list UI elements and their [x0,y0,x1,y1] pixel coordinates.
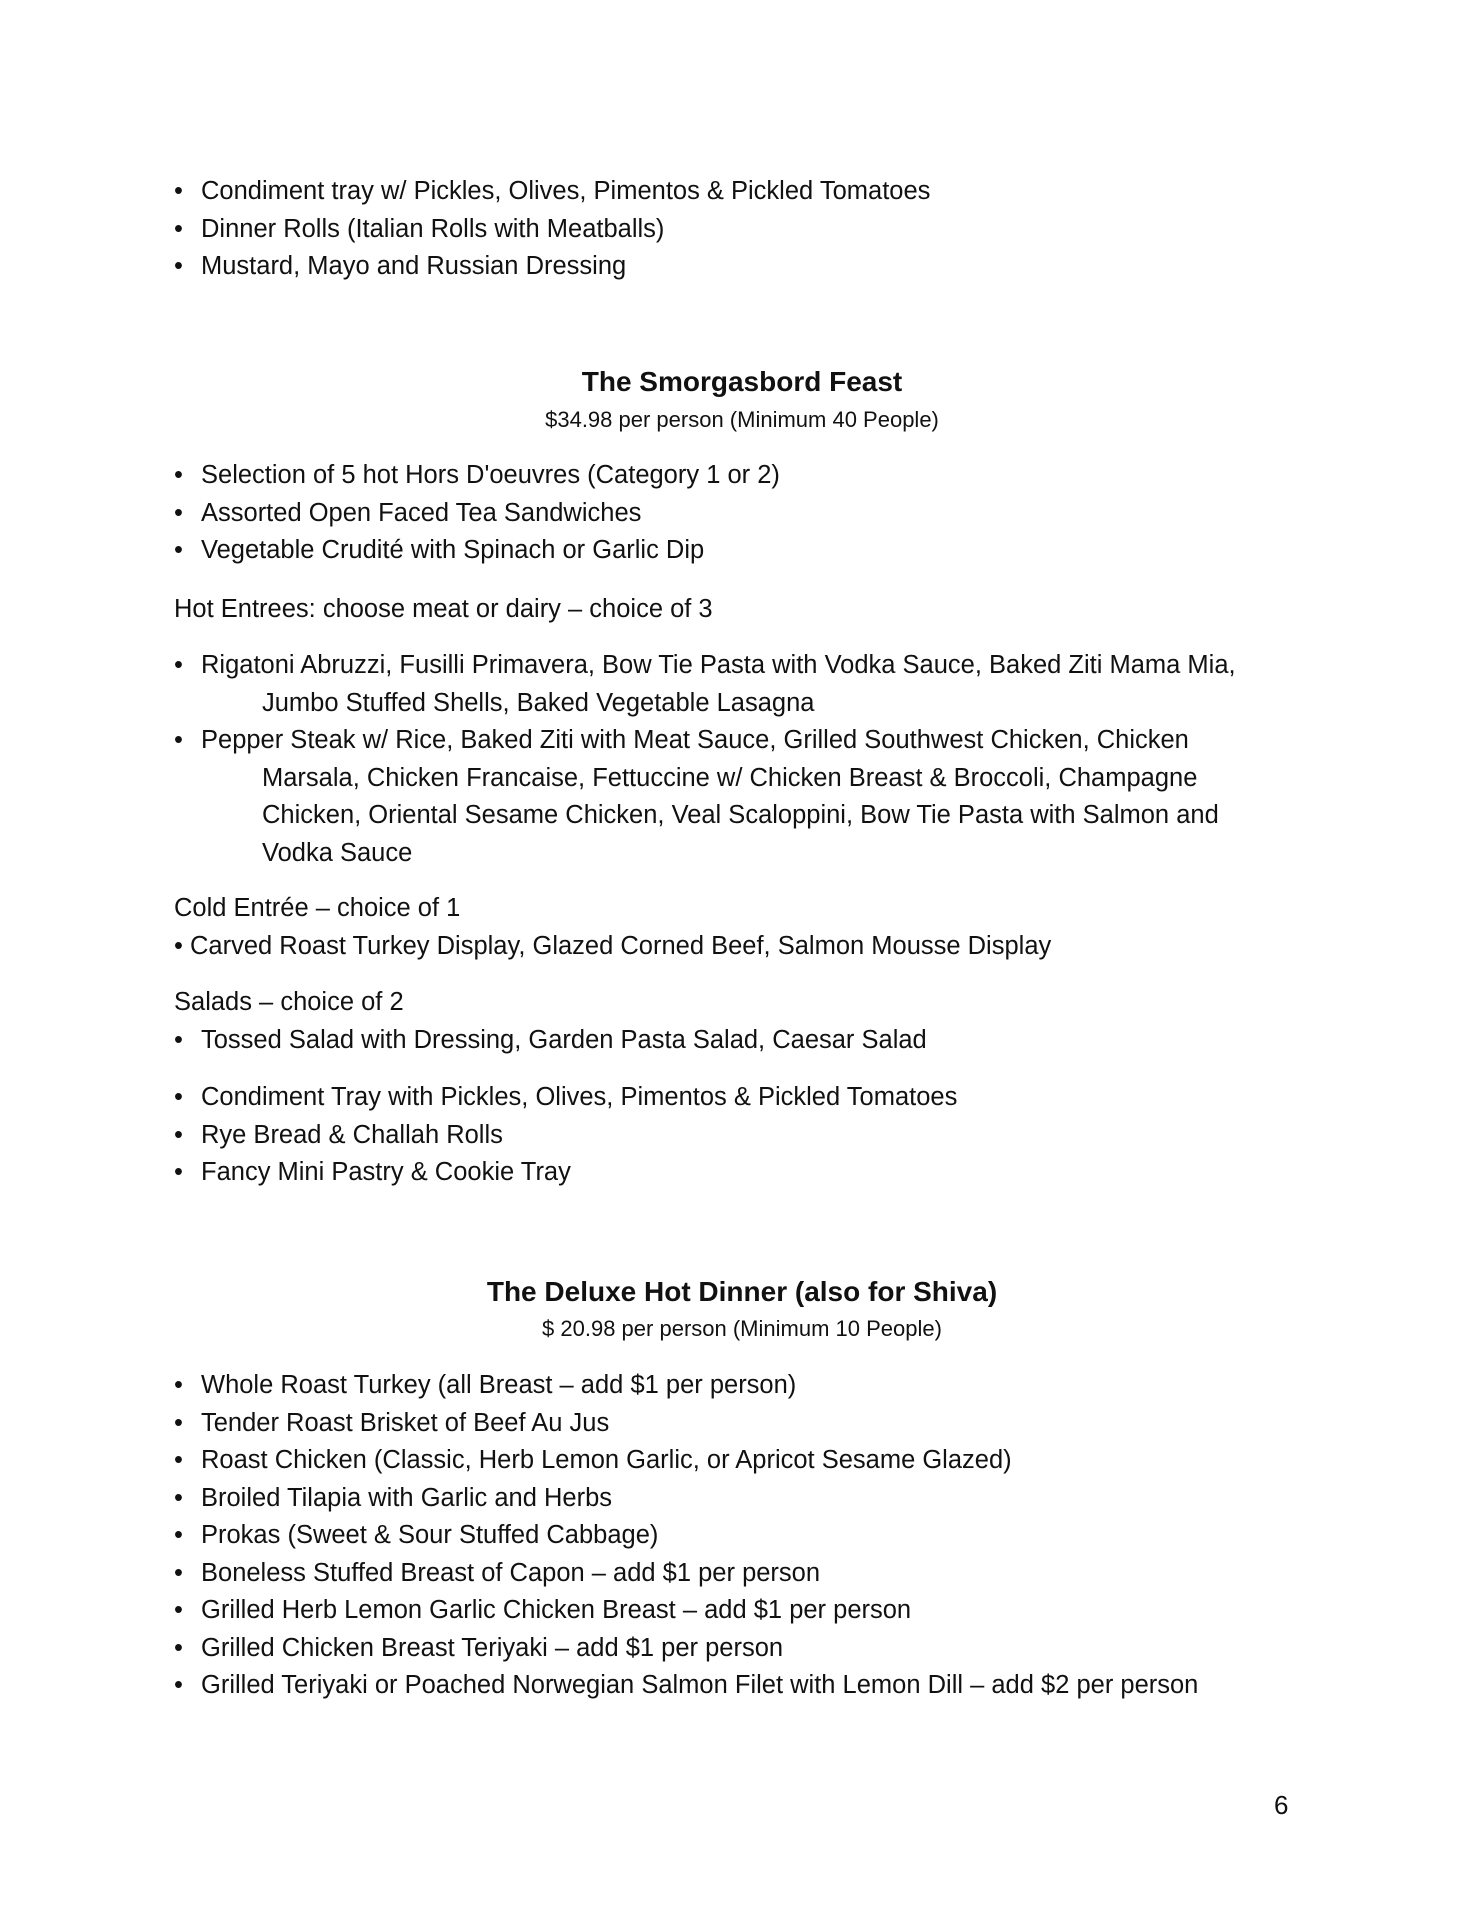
hot-entrees-line-first: Pepper Steak w/ Rice, Baked Ziti with Meat Sauce, Grilled Southwest Chicken, Chicken [201,726,1189,754]
hot-entrees-label: Hot Entrees: choose meat or dairy – choice of 3 [174,595,713,623]
list-item: • Dinner Rolls (Italian Rolls with Meatballs) [174,211,1314,249]
deluxe-items-block [174,1367,1314,1705]
deluxe-price: $ 20.98 per person (Minimum 10 People) [542,1316,942,1341]
smorgasbord-title: The Smorgasbord Feast [581,366,903,397]
intro-list [174,173,1314,286]
list-item: • Prokas (Sweet & Sour Stuffed Cabbage) [174,1517,1314,1555]
salads-block [174,1022,1314,1060]
page-number: 6 [1274,1790,1289,1820]
hot-entrees-list [174,647,1314,872]
deluxe-title: The Deluxe Hot Dinner (also for Shiva) [486,1276,998,1307]
smorgasbord-items-block [174,457,1314,570]
smorgasbord-items [174,457,1314,570]
salads-label: Salads – choice of 2 [174,988,404,1016]
salads-list [174,1022,1314,1060]
list-item: • Grilled Chicken Breast Teriyaki – add $1 per person [174,1630,1314,1668]
hot-entrees-line-first: Rigatoni Abruzzi, Fusilli Primavera, Bow Tie Pasta with Vodka Sauce, Baked Ziti Mama Mia, [201,651,1236,679]
list-item: • Whole Roast Turkey (all Breast – add $1 per person) [174,1367,1314,1405]
hot-entrees-line-rest: Marsala, Chicken Francaise, Fettuccine w/ Chicken Breast & Broccoli, Champagne Chicken, Oriental Sesame Chicken, Veal Scaloppini, Bow Tie Pasta with Salmon and Vodka Sauce [262,763,1219,867]
list-item: • Condiment Tray with Pickles, Olives, Pimentos & Pickled Tomatoes [174,1079,1314,1117]
list-item [174,722,1314,872]
list-item [174,647,1314,722]
deluxe-items [174,1367,1314,1705]
list-item: • Vegetable Crudité with Spinach or Garlic Dip [174,532,1314,570]
list-item: • Tossed Salad with Dressing, Garden Pasta Salad, Caesar Salad [174,1022,1314,1060]
list-item: • Grilled Herb Lemon Garlic Chicken Breast – add $1 per person [174,1592,1314,1630]
cold-entree-label: Cold Entrée – choice of 1 [174,894,461,922]
list-item: • Assorted Open Faced Tea Sandwiches [174,495,1314,533]
list-item: • Selection of 5 hot Hors D'oeuvres (Category 1 or 2) [174,457,1314,495]
list-item: • Tender Roast Brisket of Beef Au Jus [174,1405,1314,1443]
list-item: • Grilled Teriyaki or Poached Norwegian Salmon Filet with Lemon Dill – add $2 per person [174,1667,1314,1705]
list-item: • Roast Chicken (Classic, Herb Lemon Garlic, or Apricot Sesame Glazed) [174,1442,1314,1480]
list-item: • Broiled Tilapia with Garlic and Herbs [174,1480,1314,1518]
intro-list-block [174,173,1314,286]
hot-entrees-block [174,647,1314,872]
extras-list [174,1079,1314,1192]
list-item: • Mustard, Mayo and Russian Dressing [174,248,1314,286]
list-item: • Boneless Stuffed Breast of Capon – add $1 per person [174,1555,1314,1593]
list-item: • Condiment tray w/ Pickles, Olives, Pimentos & Pickled Tomatoes [174,173,1314,211]
smorgasbord-price: $34.98 per person (Minimum 40 People) [545,407,939,432]
hot-entrees-line-rest: Jumbo Stuffed Shells, Baked Vegetable Lasagna [262,688,815,717]
list-item: • Rye Bread & Challah Rolls [174,1117,1314,1155]
cold-entree-item: • Carved Roast Turkey Display, Glazed Corned Beef, Salmon Mousse Display [174,932,1052,960]
list-item: • Fancy Mini Pastry & Cookie Tray [174,1154,1314,1192]
extras-block [174,1079,1314,1192]
